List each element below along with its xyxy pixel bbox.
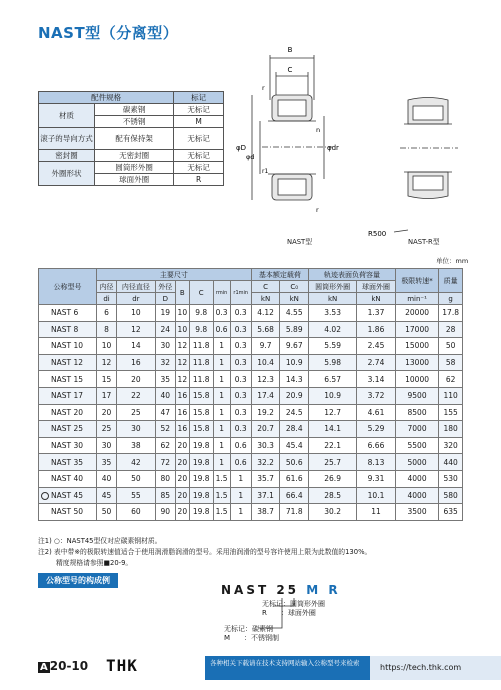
value-cell: 25	[117, 404, 156, 421]
col-C0: C₀	[280, 281, 309, 293]
value-cell: 4000	[395, 487, 438, 504]
col-limit: 极限转速*	[395, 269, 438, 293]
value-cell: 4.12	[251, 305, 280, 322]
value-cell: 10000	[395, 371, 438, 388]
model-code	[221, 583, 341, 597]
spec-table	[38, 91, 224, 186]
value-cell: 1	[230, 504, 251, 521]
value-cell: 28.5	[309, 487, 357, 504]
value-cell: 35	[155, 371, 175, 388]
value-cell: 19.8	[189, 470, 213, 487]
value-cell: 30	[97, 437, 117, 454]
value-cell: 1	[230, 470, 251, 487]
spec-group: 密封圈	[39, 150, 95, 162]
unit-kN: kN	[251, 293, 280, 305]
value-cell: 530	[439, 470, 463, 487]
value-cell: 12.7	[309, 404, 357, 421]
value-cell: 9500	[395, 387, 438, 404]
table-row	[39, 437, 463, 454]
model-cell	[39, 487, 97, 504]
value-cell: 440	[439, 454, 463, 471]
spec-name: 无密封圈	[95, 150, 174, 162]
value-cell: 32	[155, 354, 175, 371]
value-cell: 15.8	[189, 404, 213, 421]
value-cell: 45.4	[280, 437, 309, 454]
value-cell: 35	[97, 454, 117, 471]
value-cell: 20	[97, 404, 117, 421]
unit-g: g	[439, 293, 463, 305]
value-cell: 62	[439, 371, 463, 388]
dim-B-label: B	[287, 46, 293, 54]
value-cell: 4.55	[280, 305, 309, 322]
value-cell: 0.3	[230, 421, 251, 438]
value-cell: 9.31	[357, 470, 396, 487]
col-load: 基本额定载荷	[251, 269, 308, 281]
value-cell: 8	[97, 321, 117, 338]
thk-logo: THK	[106, 656, 138, 675]
value-cell: 2.45	[357, 338, 396, 355]
value-cell: 30	[117, 421, 156, 438]
value-cell: 10.9	[309, 387, 357, 404]
value-cell: 13000	[395, 354, 438, 371]
spec-mark: 无标记	[174, 128, 224, 150]
value-cell: 635	[439, 504, 463, 521]
value-cell: 20	[175, 470, 189, 487]
dim-r-label: r	[262, 84, 265, 92]
unit-kN: kN	[280, 293, 309, 305]
value-cell: 15	[97, 371, 117, 388]
value-cell: 20	[175, 487, 189, 504]
value-cell: 35.7	[251, 470, 280, 487]
value-cell: 24	[155, 321, 175, 338]
value-cell: 2.74	[357, 354, 396, 371]
value-cell: 11.8	[189, 338, 213, 355]
value-cell: 1	[213, 371, 230, 388]
spec-group: 滚子的导向方式	[39, 128, 95, 150]
diagram-caption-right: NAST-R型	[408, 238, 440, 246]
table-row	[39, 454, 463, 471]
table-row	[39, 321, 463, 338]
value-cell: 38.7	[251, 504, 280, 521]
spec-mark: M	[174, 116, 224, 128]
value-cell: 1	[230, 487, 251, 504]
value-cell: 24.5	[280, 404, 309, 421]
value-cell: 1.5	[213, 470, 230, 487]
value-cell: 4.61	[357, 404, 396, 421]
value-cell: 11	[357, 504, 396, 521]
value-cell: 9.8	[189, 321, 213, 338]
value-cell: 17	[97, 387, 117, 404]
value-cell: 80	[155, 470, 175, 487]
model-cell: NAST 30	[39, 437, 97, 454]
value-cell: 19.8	[189, 487, 213, 504]
value-cell: 9.7	[251, 338, 280, 355]
value-cell: 1	[213, 387, 230, 404]
value-cell: 55	[117, 487, 156, 504]
code-base: NAST 25	[221, 583, 300, 597]
value-cell: 19	[155, 305, 175, 322]
value-cell: 15000	[395, 338, 438, 355]
table-row	[39, 470, 463, 487]
value-cell: 0.3	[230, 305, 251, 322]
col-outer: 外径	[155, 281, 175, 293]
value-cell: 45	[97, 487, 117, 504]
spec-name: 球面外圈	[95, 174, 174, 186]
value-cell: 320	[439, 437, 463, 454]
code-r-label: 无标记：圆筒形外圈 R ：球面外圈	[262, 600, 325, 617]
spec-group: 材质	[39, 104, 95, 128]
value-cell: 1.86	[357, 321, 396, 338]
value-cell: 19.8	[189, 437, 213, 454]
model-cell: NAST 17	[39, 387, 97, 404]
value-cell: 42	[117, 454, 156, 471]
note-2: 注2) 表中带※的极限转速值适合于使用润滑脂润滑的型号。采用油润滑的型号容许使用上限为此数值的130%。	[38, 548, 372, 556]
value-cell: 16	[175, 387, 189, 404]
value-cell: 60	[117, 504, 156, 521]
table-row	[39, 504, 463, 521]
value-cell: 8500	[395, 404, 438, 421]
value-cell: 72	[155, 454, 175, 471]
value-cell: 6.57	[309, 371, 357, 388]
value-cell: 19.8	[189, 454, 213, 471]
value-cell: 19.8	[189, 504, 213, 521]
col-inner: 内径	[97, 281, 117, 293]
value-cell: 1	[213, 338, 230, 355]
spec-group: 外圈形状	[39, 162, 95, 186]
value-cell: 15.8	[189, 421, 213, 438]
spec-header-mark: 标记	[174, 92, 224, 104]
value-cell: 5.98	[309, 354, 357, 371]
value-cell: 50	[117, 470, 156, 487]
value-cell: 5500	[395, 437, 438, 454]
dim-r1-label: r1	[262, 168, 269, 175]
table-row	[39, 387, 463, 404]
dimension-table	[38, 268, 463, 521]
code-r: R	[328, 583, 341, 597]
value-cell: 66.4	[280, 487, 309, 504]
value-cell: 10.1	[357, 487, 396, 504]
model-cell: NAST 15	[39, 371, 97, 388]
value-cell: 90	[155, 504, 175, 521]
col-C: C	[189, 281, 213, 305]
value-cell: 50	[97, 504, 117, 521]
dim-n-label: n	[316, 126, 321, 134]
value-cell: 5.59	[309, 338, 357, 355]
value-cell: 47	[155, 404, 175, 421]
unit-label: 单位：mm	[436, 257, 469, 265]
model-text: NAST 45	[51, 490, 84, 500]
code-m: M	[306, 583, 322, 597]
spec-mark: 无标记	[174, 162, 224, 174]
value-cell: 38	[117, 437, 156, 454]
model-cell: NAST 12	[39, 354, 97, 371]
col-mass: 质量	[439, 269, 463, 293]
col-roller-inner: 内径直径	[117, 281, 156, 293]
spec-header-spec: 配件规格	[39, 92, 174, 104]
value-cell: 20.9	[280, 387, 309, 404]
value-cell: 10.9	[280, 354, 309, 371]
value-cell: 40	[155, 387, 175, 404]
value-cell: 0.3	[230, 338, 251, 355]
value-cell: 0.6	[213, 321, 230, 338]
code-m-label: 无标记：碳素钢 M ：不锈钢制	[224, 625, 280, 642]
value-cell: 28.4	[280, 421, 309, 438]
col-r1min: r1min	[230, 281, 251, 305]
value-cell: 580	[439, 487, 463, 504]
value-cell: 3.53	[309, 305, 357, 322]
value-cell: 85	[155, 487, 175, 504]
page-num: 20-10	[49, 659, 89, 673]
spec-name: 配有保持架	[95, 128, 174, 150]
value-cell: 7000	[395, 421, 438, 438]
col-track: 轨迹表面负荷容量	[309, 269, 396, 281]
spec-mark: R	[174, 174, 224, 186]
col-rmin: rmin	[213, 281, 230, 305]
value-cell: 32.2	[251, 454, 280, 471]
value-cell: 12	[175, 354, 189, 371]
dim-d-label: φd	[246, 153, 255, 161]
diagram-caption-left: NAST型	[287, 238, 312, 246]
value-cell: 155	[439, 404, 463, 421]
value-cell: 15.8	[189, 387, 213, 404]
value-cell: 20000	[395, 305, 438, 322]
value-cell: 10	[175, 321, 189, 338]
value-cell: 25.7	[309, 454, 357, 471]
value-cell: 30	[155, 338, 175, 355]
value-cell: 22.1	[309, 437, 357, 454]
value-cell: 16	[175, 404, 189, 421]
value-cell: 30.3	[251, 437, 280, 454]
page-title: NAST型（分离型）	[38, 24, 179, 42]
value-cell: 9.8	[189, 305, 213, 322]
col-model: 公称型号	[39, 269, 97, 305]
page-prefix: A	[40, 662, 48, 673]
col-B: B	[175, 281, 189, 305]
value-cell: 1	[213, 437, 230, 454]
value-cell: 5.29	[357, 421, 396, 438]
circle-mark-icon	[41, 492, 49, 500]
footer-download-note: 各种相关下载请在技术支持网站输入公称型号来检索	[205, 656, 370, 680]
value-cell: 52	[155, 421, 175, 438]
value-cell: 17000	[395, 321, 438, 338]
value-cell: 11.8	[189, 371, 213, 388]
value-cell: 1.37	[357, 305, 396, 322]
value-cell: 12	[97, 354, 117, 371]
value-cell: 17.4	[251, 387, 280, 404]
value-cell: 3.14	[357, 371, 396, 388]
value-cell: 4000	[395, 470, 438, 487]
value-cell: 28	[439, 321, 463, 338]
value-cell: 12	[175, 371, 189, 388]
value-cell: 20	[175, 437, 189, 454]
value-cell: 12	[175, 338, 189, 355]
footer-url[interactable]: https://tech.thk.com	[370, 656, 501, 680]
model-cell: NAST 8	[39, 321, 97, 338]
table-row	[39, 487, 463, 504]
unit-di: di	[97, 293, 117, 305]
value-cell: 0.3	[230, 354, 251, 371]
model-cell: NAST 35	[39, 454, 97, 471]
bearing-diagram	[232, 40, 472, 260]
value-cell: 10	[175, 305, 189, 322]
spec-name: 不锈钢	[95, 116, 174, 128]
value-cell: 0.3	[230, 371, 251, 388]
col-main-dims: 主要尺寸	[97, 269, 252, 281]
value-cell: 0.6	[230, 454, 251, 471]
table-row	[39, 371, 463, 388]
value-cell: 14	[117, 338, 156, 355]
spec-name: 碳素钢	[95, 104, 174, 116]
col-Cr: C	[251, 281, 280, 293]
value-cell: 25	[97, 421, 117, 438]
value-cell: 1	[213, 421, 230, 438]
value-cell: 71.8	[280, 504, 309, 521]
value-cell: 50.6	[280, 454, 309, 471]
value-cell: 14.1	[309, 421, 357, 438]
value-cell: 0.3	[230, 321, 251, 338]
value-cell: 20.7	[251, 421, 280, 438]
model-cell: NAST 20	[39, 404, 97, 421]
table-row	[39, 404, 463, 421]
value-cell: 0.6	[230, 437, 251, 454]
table-row	[39, 354, 463, 371]
value-cell: 5.89	[280, 321, 309, 338]
table-row	[39, 305, 463, 322]
value-cell: 10	[97, 338, 117, 355]
value-cell: 22	[117, 387, 156, 404]
value-cell: 16	[175, 421, 189, 438]
value-cell: 0.3	[230, 387, 251, 404]
value-cell: 16	[117, 354, 156, 371]
value-cell: 12	[117, 321, 156, 338]
unit-kN: kN	[309, 293, 357, 305]
unit-D: D	[155, 293, 175, 305]
model-cell: NAST 6	[39, 305, 97, 322]
value-cell: 1.5	[213, 504, 230, 521]
dim-r-lower-label: r	[316, 206, 319, 214]
notes	[38, 536, 371, 569]
value-cell: 17.8	[439, 305, 463, 322]
value-cell: 3.72	[357, 387, 396, 404]
note-3: 精度规格请参照■20-9。	[56, 559, 133, 567]
value-cell: 1	[213, 454, 230, 471]
spec-mark: 无标记	[174, 150, 224, 162]
value-cell: 58	[439, 354, 463, 371]
value-cell: 5.68	[251, 321, 280, 338]
value-cell: 9.67	[280, 338, 309, 355]
unit-dr: dr	[117, 293, 156, 305]
model-cell: NAST 50	[39, 504, 97, 521]
value-cell: 12.3	[251, 371, 280, 388]
value-cell: 40	[97, 470, 117, 487]
value-cell: 62	[155, 437, 175, 454]
value-cell: 4.02	[309, 321, 357, 338]
col-sph: 球面外圈	[357, 281, 396, 293]
value-cell: 1	[213, 404, 230, 421]
dim-C-label: C	[287, 66, 293, 74]
value-cell: 30.2	[309, 504, 357, 521]
value-cell: 19.2	[251, 404, 280, 421]
value-cell: 5000	[395, 454, 438, 471]
value-cell: 11.8	[189, 354, 213, 371]
spec-mark: 无标记	[174, 104, 224, 116]
unit-kN: kN	[357, 293, 396, 305]
value-cell: 0.3	[213, 305, 230, 322]
value-cell: 180	[439, 421, 463, 438]
model-cell: NAST 25	[39, 421, 97, 438]
table-row	[39, 338, 463, 355]
value-cell: 20	[175, 454, 189, 471]
value-cell: 10	[117, 305, 156, 322]
value-cell: 3500	[395, 504, 438, 521]
value-cell: 20	[117, 371, 156, 388]
value-cell: 20	[175, 504, 189, 521]
dim-D-label: φD	[236, 144, 247, 152]
table-row	[39, 421, 463, 438]
value-cell: 37.1	[251, 487, 280, 504]
r500-label: R500	[368, 230, 387, 238]
value-cell: 6	[97, 305, 117, 322]
value-cell: 6.66	[357, 437, 396, 454]
value-cell: 10.4	[251, 354, 280, 371]
value-cell: 14.3	[280, 371, 309, 388]
section-title: 公称型号的构成例	[38, 573, 118, 588]
value-cell: 26.9	[309, 470, 357, 487]
value-cell: 0.3	[230, 404, 251, 421]
value-cell: 110	[439, 387, 463, 404]
spec-name: 圆筒形外圈	[95, 162, 174, 174]
value-cell: 8.13	[357, 454, 396, 471]
page-number	[38, 659, 88, 673]
value-cell: 1	[213, 354, 230, 371]
model-cell: NAST 10	[39, 338, 97, 355]
col-cyl: 圆筒形外圈	[309, 281, 357, 293]
value-cell: 1.5	[213, 487, 230, 504]
model-cell: NAST 40	[39, 470, 97, 487]
value-cell: 50	[439, 338, 463, 355]
dim-dr-label: φdr	[327, 144, 339, 152]
note-1: 注1) ○：NAST45型仅对应碳素钢材质。	[38, 537, 162, 545]
value-cell: 61.6	[280, 470, 309, 487]
unit-rpm: min⁻¹	[395, 293, 438, 305]
